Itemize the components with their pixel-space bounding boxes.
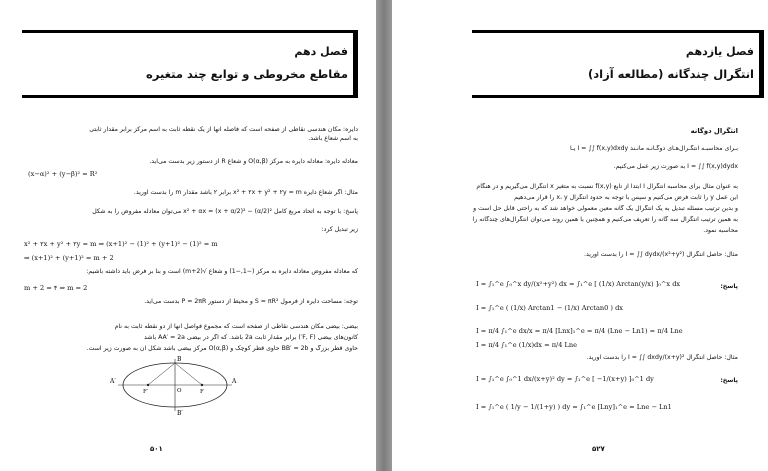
label-a: A <box>232 378 237 385</box>
example-1: مثال: حاصل انتگرال I = ∫∫ dydx/(x²+y²) را بدست آورید. <box>584 251 738 258</box>
paragraph-6: محاسبه نمود. <box>703 227 738 234</box>
circle-definition-cont: به اسم شعاع باشد. <box>308 135 358 142</box>
focal-line-1 <box>148 363 175 385</box>
equation-2: I = ∫₁^e ( (1/x) Arctan1 − (1/x) Arctan0 ) dx <box>476 304 624 312</box>
label-b-prime: B′ <box>177 410 183 416</box>
paragraph-3: این عمل y را ثابت فرض می‌کنیم و سپس با توجه به حدود انتگرال x، y را قرار می‌دهیم <box>514 194 738 201</box>
label-f-prime: F′ <box>143 389 149 395</box>
area-note: توجه: مساحت دایره از فرمول S = πR² و محیط از دستور P = 2πR بدست می‌آید. <box>144 298 358 305</box>
focus-point <box>201 384 203 386</box>
equation-6: I = ∫₁^e ( 1/y − 1/(1+y) ) dy = ∫₁^e [Lny]₁^e = Lne − Ln1 <box>476 403 672 411</box>
circle-equation-label: معادله دایره: معادله دایره به مرکز O(α,β) و شعاع R از دستور زیر بدست می‌آید. <box>149 158 358 165</box>
circle-equation: (x−α)² + (y−β)² = R² <box>28 170 98 178</box>
chapter-title: مقاطع مخروطی و توابع چند متغیره <box>146 67 348 81</box>
equation-3: I = π/4 ∫₁^e dx/x = π/4 [Lnx]₁^e = π/4 (Lne − Ln1) = π/4 Lne <box>476 327 683 335</box>
example-2: مثال: حاصل انتگرال I = ∫∫ dxdy/(x+y)² را بدست آورید. <box>586 354 738 361</box>
chapter-header <box>472 30 764 98</box>
solution-1-cont: زیر تبدیل کرد: <box>321 226 358 233</box>
chapter-header <box>22 30 358 98</box>
focus-point <box>147 384 149 386</box>
paragraph-5: به همین ترتیب انتگرال سه گانه را تعریف می‌کنیم و همچنین با همین روند می‌توان انتگرال‌های چندگانه را <box>472 216 738 223</box>
equation-5: I = ∫₁^e ∫₀^1 dx/(x+y)² dy = ∫₁^e [ −1/(x+y) ]₀^1 dy <box>476 375 654 383</box>
paragraph-4: و بدین ترتیب مسئله تبدیل به یک انتگرال یک گانه معین معمولی خواهد شد که به راحتی قابل حل است و <box>473 205 738 212</box>
focal-line-2 <box>175 363 202 385</box>
equation-c: m + 2 = ۴ ⇒ m = 2 <box>24 284 88 292</box>
equation-a: x² + ۲x + y² + ۲y = m ⇒ (x+1)² − (1)² + (y+1)² − (1)² = m <box>24 240 218 248</box>
paragraph-2: به عنوان مثال برای محاسبه انتگرال I ابتدا از تابع f(x,y) نسبت به متغیر x انتگرال می‌گیریم و در هنگام <box>476 183 738 190</box>
equation-4: I = π/4 ∫₁^e (1/x)dx = π/4 Lne <box>476 341 578 349</box>
equation-b: ⇒ (x+1)² + (y+1)² = m + 2 <box>24 254 114 262</box>
ellipse-definition-2: کانون‌های بیضی (F, F′) برابر مقدار ثابت 2a باشد. که اگر در بیضی AA′ = 2a باشد <box>144 334 358 341</box>
page-number: ۵۲۷ <box>592 445 605 453</box>
solution-label: پاسخ: <box>720 283 738 290</box>
chapter-bar <box>353 33 358 95</box>
right-page <box>392 0 768 471</box>
ellipse-definition: بیضی: بیضی مکان هندسی نقاطی از صفحه است که مجموع فواصل آنها از دو نقطه ثابت به نام <box>114 323 358 330</box>
chapter-bar <box>759 33 764 95</box>
paragraph-1: بـرای محاسبـه انتگـرال‌هـای دوگـانـه مانـند I = ∫∫ f(x,y)dxdy یـا <box>569 145 738 152</box>
example-2: که معادله مفروض معادله دایره به مرکز (−1,−1) و شعاع √(m+2) است و بنا بر فرض باید داشته باشیم: <box>86 268 358 275</box>
label-b: B <box>177 356 182 363</box>
chapter-label: فصل یازدهم <box>685 45 754 58</box>
ellipse-definition-3: حاوی قطر بزرگ و BB′ = 2b حاوی قطر کوچک و O(α,β) مرکز بیضی باشد شکل آن به صورت زیر است. <box>86 345 358 352</box>
ellipse-figure <box>110 354 240 416</box>
chapter-label: فصل دهم <box>294 45 348 58</box>
page-number: ۵۰۱ <box>150 445 163 453</box>
solution-label: پاسخ: <box>720 377 738 384</box>
label-a-prime: A′ <box>110 378 116 385</box>
label-o: O <box>177 388 182 394</box>
paragraph-1b: I = ∫∫ f(x,y)dydx به صورت زیر عمل می‌کنیم. <box>613 163 738 170</box>
equation-1: I = ∫₁^e ∫₀^x dy/(x²+y²) dx = ∫₁^e [ (1/x) Arctan(y/x) ]₀^x dx <box>476 280 681 288</box>
chapter-title: انتگرال چندگانه (مطالعه آزاد) <box>588 67 754 81</box>
section-title: انتگرال دوگانه <box>690 127 738 135</box>
left-page <box>0 0 376 471</box>
book-gutter <box>376 0 392 471</box>
solution-1: پاسخ: با توجه به اتحاد مربع کامل x² + αx = (x + α/2)² − (α/2)² می‌توان معادله مفروض را به شکل <box>92 208 358 215</box>
label-f: F <box>200 389 204 395</box>
example-1: مثال: اگر شعاع دایره x² + ۲x + y² + ۲y = m برابر ۲ باشد مقدار m را بدست آورید. <box>133 189 358 196</box>
circle-definition: دایره: مکان هندسی نقاطی از صفحه است که فاصله آنها از یک نقطه ثابت به اسم مرکز برابر مقدار ثابتی <box>89 126 358 133</box>
